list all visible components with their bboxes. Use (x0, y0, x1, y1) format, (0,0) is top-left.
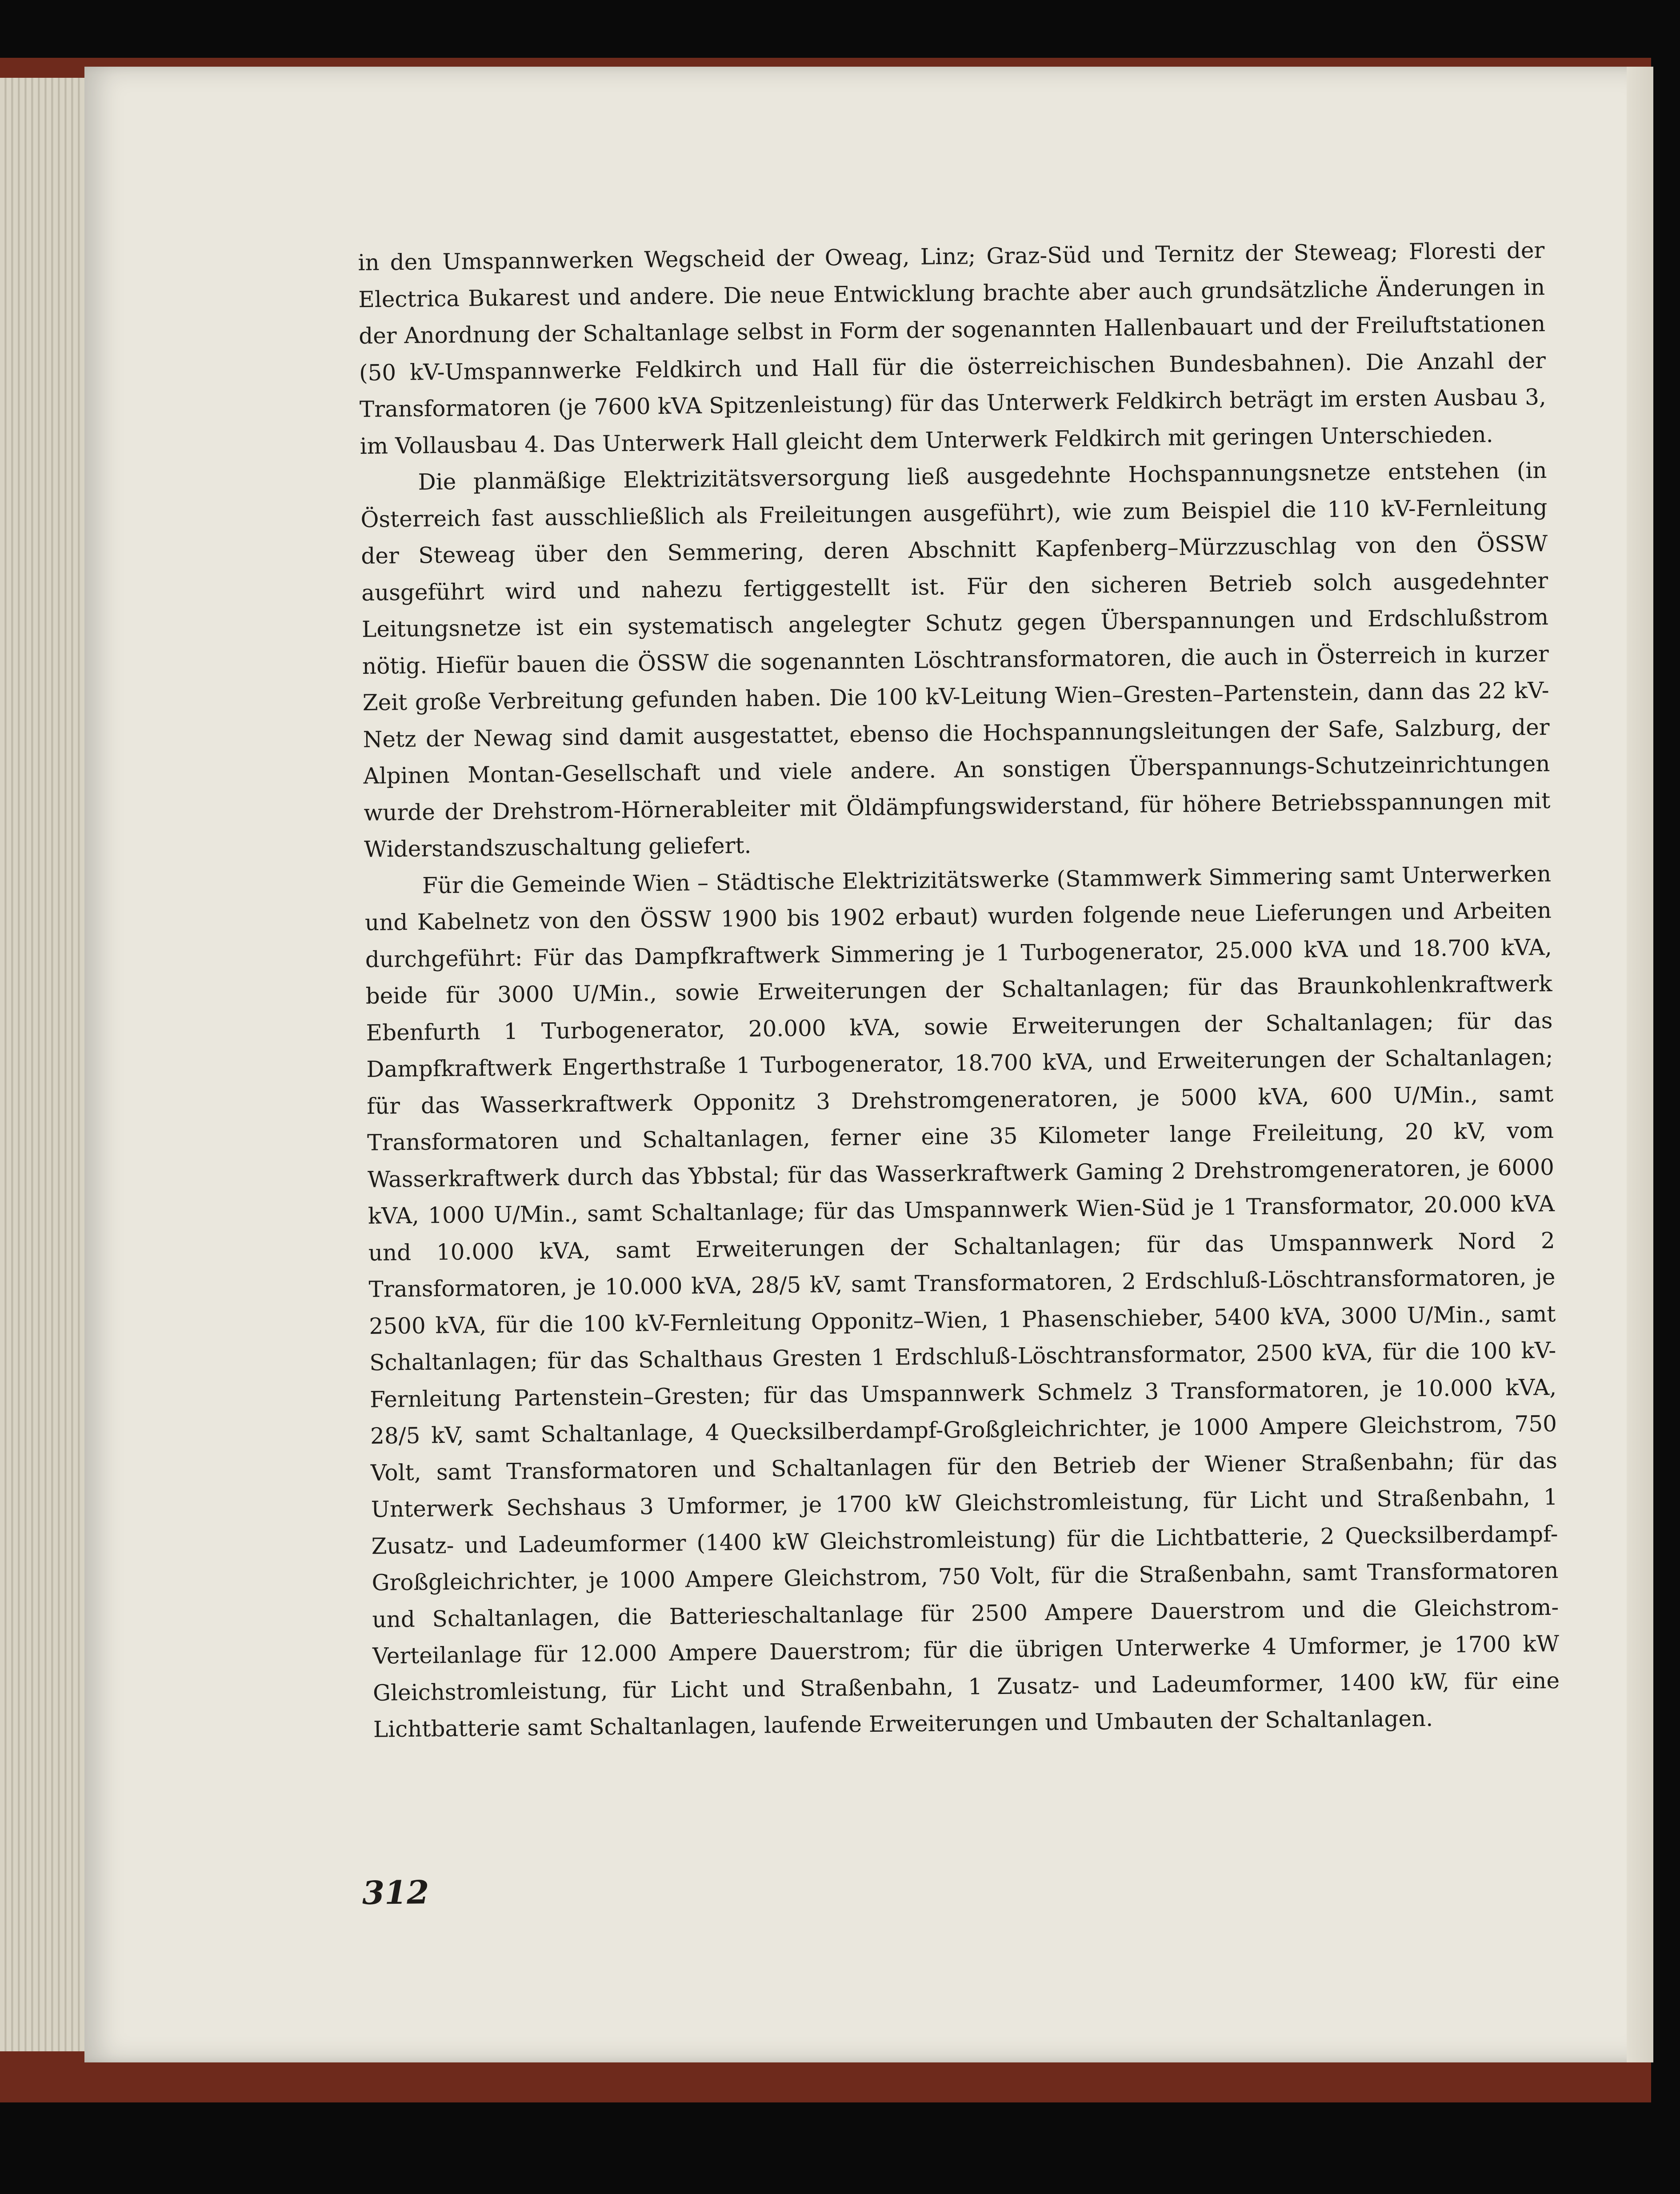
page-gutter (1627, 67, 1653, 2062)
page-number: 312 (362, 1873, 429, 1912)
paragraph-1: in den Umspannwerken Wegscheid der Oweag, Linz; Graz-Süd und Ternitz der Steweag; Floresti der Electrica Bukarest und andere. Die neue Entwicklung brachte aber auch grundsätzliche Änderungen in der Anordnung der Schaltanlage selbst in Form der sogenannten Hallenbauart und der Freiluftstationen (50 kV-Umspannwerke Feldkirch und Hall für die österreichischen Bundesbahnen). Die Anzahl der Transformatoren (je 7600 kVA Spitzenleistung) für das Unterwerk Feldkirch beträgt im ersten Ausbau 3, im Vollausbau 4. Das Unterwerk Hall gleicht dem Unterwerk Feldkirch mit geringen Unterschieden. (358, 237, 1547, 459)
paragraph-2: Die planmäßige Elektrizitätsversorgung ließ ausgedehnte Hochspannungsnetze entstehen (in Österreich fast ausschließlich als Freileitungen ausgeführt), wie zum Beispiel die 110 kV-Fernleitung der Steweag über den Semmering, deren Abschnitt Kapfenberg–Mürzzuschlag von den ÖSSW ausgeführt wird und nahezu fertiggestellt ist. Für den sicheren Betrieb solch ausgedehnter Leitungsnetze ist ein systematisch angelegter Schutz gegen Überspannungen und Erdschlußstrom nötig. Hiefür bauen die ÖSSW die sogenannten Löschtransformatoren, die auch in Österreich in kurzer Zeit große Verbreitung gefunden haben. Die 100 kV-Leitung Wien–Gresten–Partenstein, dann das 22 kV-Netz der Newag sind damit ausgestattet, ebenso die Hochspannungsleitungen der Safe, Salzburg, der Alpinen Montan-Gesellschaft und viele andere. An sonstigen Überspannungs-Schutzeinrichtungen wurde der Drehstrom-Hörnerableiter mit Öldämpfungswiderstand, für höhere Betriebsspannungen mit Widerstandszuschaltung geliefert. (360, 457, 1551, 862)
body-text (358, 232, 1560, 1748)
paragraph-3: Für die Gemeinde Wien – Städtische Elektrizitätswerke (Stammwerk Simmering samt Unterwerken und Kabelnetz von den ÖSSW 1900 bis 1902 erbaut) wurden folgende neue Lieferungen und Arbeiten durchgeführt: Für das Dampfkraftwerk Simmering je 1 Turbogenerator, 25.000 kVA und 18.700 kVA, beide für 3000 U/Min., sowie Erweiterungen der Schaltanlagen; für das Braunkohlenkraftwerk Ebenfurth 1 Turbogenerator, 20.000 kVA, sowie Erweiterungen der Schaltanlagen; für das Dampfkraftwerk Engerthstraße 1 Turbogenerator, 18.700 kVA, und Erweiterungen der Schaltanlagen; für das Wasserkraftwerk Opponitz 3 Drehstromgeneratoren, je 5000 kVA, 600 U/Min., samt Transformatoren und Schaltanlagen, ferner eine 35 Kilometer lange Freileitung, 20 kV, vom Wasserkraftwerk durch das Ybbstal; für das Wasserkraftwerk Gaming 2 Drehstromgeneratoren, je 6000 kVA, 1000 U/Min., samt Schaltanlage; für das Umspannwerk Wien-Süd je 1 Transformator, 20.000 kVA und 10.000 kVA, samt Erweiterungen der Schaltanlagen; für das Umspannwerk Nord 2 Transformatoren, je 10.000 kVA, 28/5 kV, samt Transformatoren, 2 Erdschluß-Löschtransformatoren, je 2500 kVA, für die 100 kV-Fernleitung Opponitz–Wien, 1 Phasenschieber, 5400 kVA, 3000 U/Min., samt Schaltanlagen; für das Schalthaus Gresten 1 Erdschluß-Löschtransformator, 2500 kVA, für die 100 kV-Fernleitung Partenstein–Gresten; für das Umspannwerk Schmelz 3 Transformatoren, je 10.000 kVA, 28/5 kV, samt Schaltanlage, 4 Quecksilberdampf-Großgleichrichter, je 1000 Ampere Gleichstrom, 750 Volt, samt Transformatoren und Schaltanlagen für den Betrieb der Wiener Straßenbahn; für das Unterwerk Sechshaus 3 Umformer, je 1700 kW Gleichstromleistung, für Licht und Straßenbahn, 1 Zusatz- und Ladeumformer (1400 kW Gleichstromleistung) für die Lichtbatterie, 2 Quecksilberdampf-Großgleichrichter, je 1000 Ampere Gleichstrom, 750 Volt, für die Straßenbahn, samt Transformatoren und Schaltanlagen, die Batterieschaltanlage für 2500 Ampere Dauerstrom und die Gleichstrom-Verteilanlage für 12.000 Ampere Dauerstrom; für die übrigen Unterwerke 4 Umformer, je 1700 kW Gleichstromleistung, für Licht und Straßenbahn, 1 Zusatz- und Ladeumformer, 1400 kW, für eine Lichtbatterie samt Schaltanlagen, laufende Erweiterungen und Umbauten der Schaltanlagen. (364, 861, 1560, 1742)
